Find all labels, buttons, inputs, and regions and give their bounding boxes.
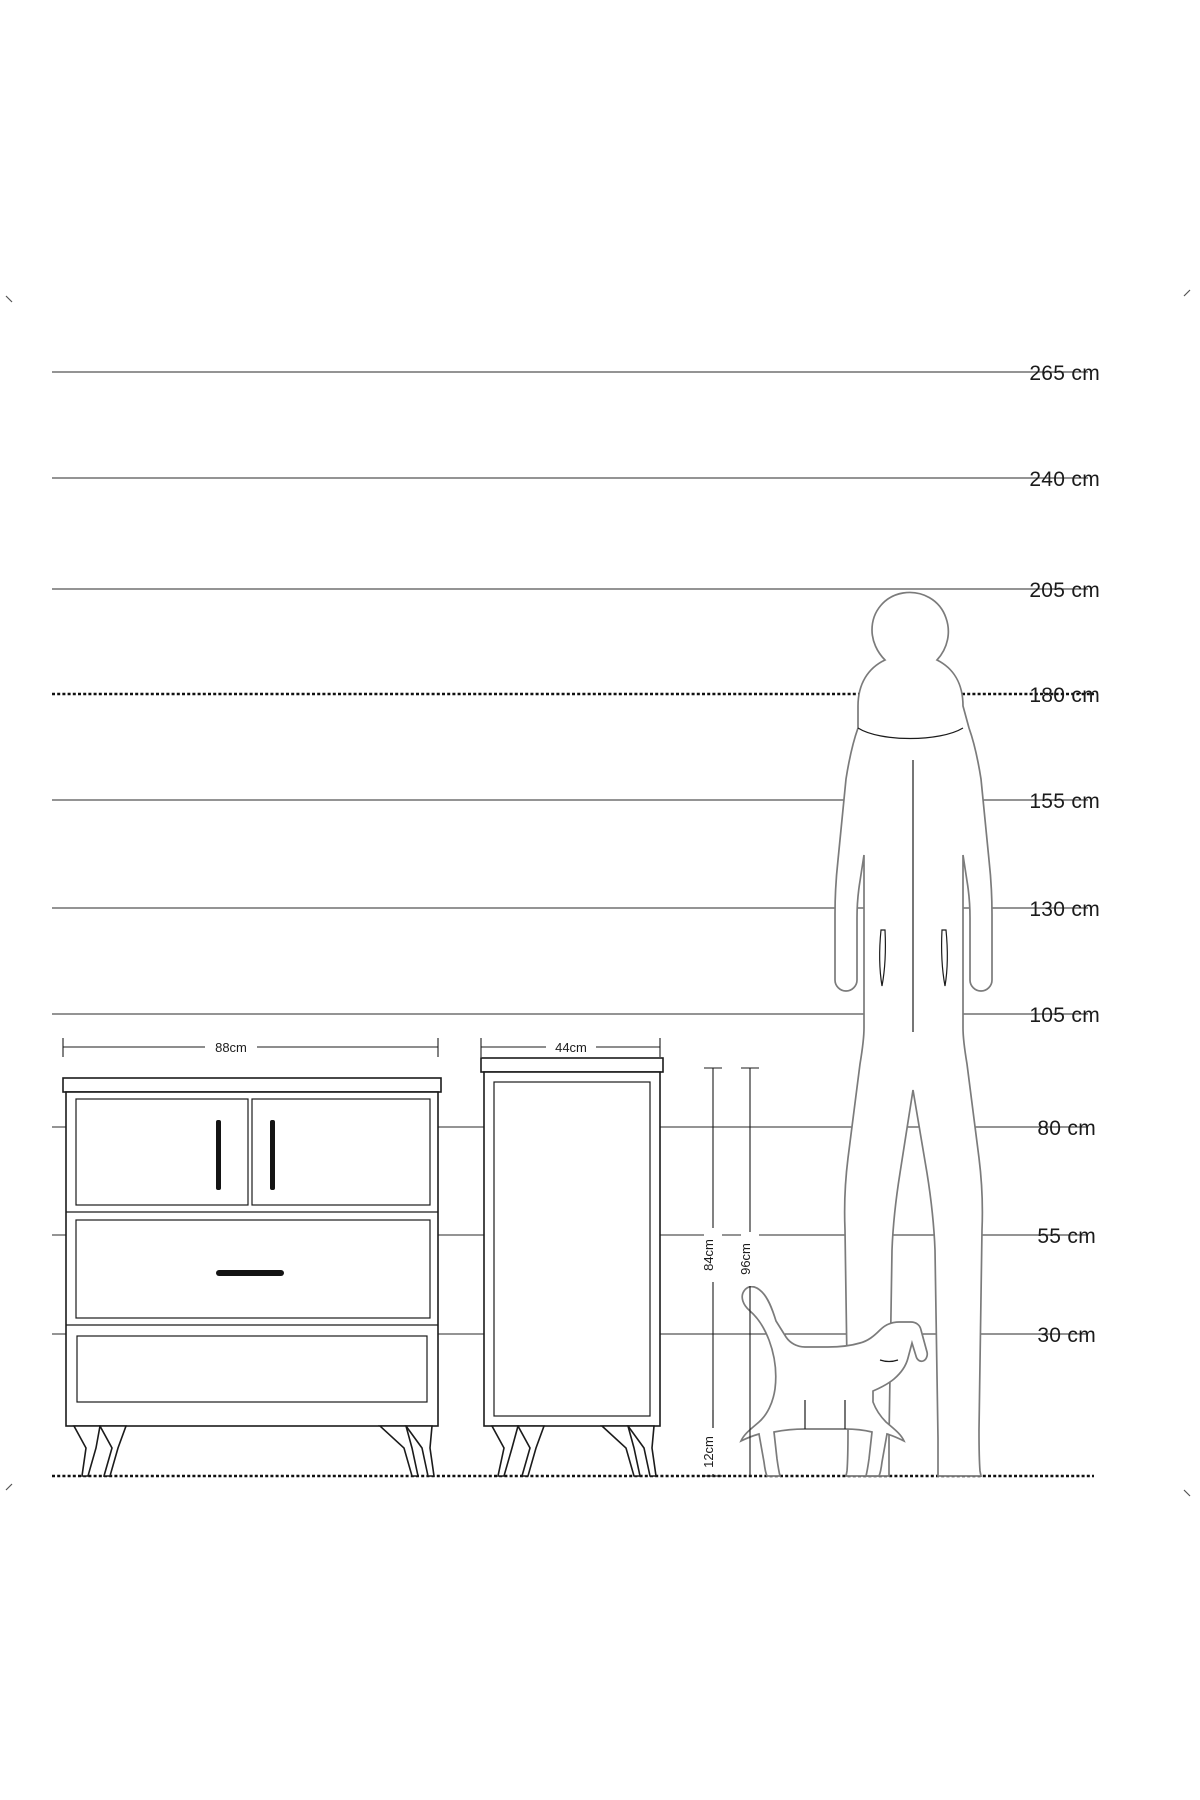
scale-label-30: 30 cm	[1037, 1324, 1096, 1347]
cat-figure	[741, 1287, 927, 1476]
dim-label-84cm: 84cm	[701, 1239, 716, 1271]
height-dimension-96	[738, 1068, 759, 1476]
width-dimension-44	[481, 1038, 660, 1057]
scale-label-105: 105 cm	[1029, 1004, 1100, 1027]
cabinet-leg-back-left	[518, 1426, 544, 1476]
scale-label-130: 130 cm	[1029, 898, 1100, 921]
scale-label-155: 155 cm	[1029, 790, 1100, 813]
scale-label-55: 55 cm	[1037, 1225, 1096, 1248]
height-dimension-84	[701, 1068, 722, 1476]
drawer-handle	[216, 1270, 284, 1276]
scale-label-group	[1029, 362, 1100, 1347]
door-handle-left	[216, 1120, 221, 1190]
scale-label-240: 240 cm	[1029, 468, 1100, 491]
cabinet-leg-front-left	[492, 1426, 518, 1476]
leg-back-left	[100, 1426, 126, 1476]
sideboard-88cm	[63, 1078, 441, 1476]
dim-label-12cm: 12cm	[701, 1436, 716, 1468]
scale-label-205: 205 cm	[1029, 579, 1100, 602]
width-dimension-88	[63, 1038, 438, 1057]
scale-label-180: 180 cm	[1029, 684, 1100, 707]
scale-label-265: 265 cm	[1029, 362, 1100, 385]
cabinet-44cm	[481, 1058, 663, 1476]
leg-front-left	[74, 1426, 100, 1476]
scale-label-80: 80 cm	[1037, 1117, 1096, 1140]
dim-label-96cm: 96cm	[738, 1243, 753, 1275]
dim-label-44cm: 44cm	[555, 1040, 587, 1055]
dim-label-88cm: 88cm	[215, 1040, 247, 1055]
height-dimension-12	[701, 1410, 722, 1476]
door-handle-right	[270, 1120, 275, 1190]
